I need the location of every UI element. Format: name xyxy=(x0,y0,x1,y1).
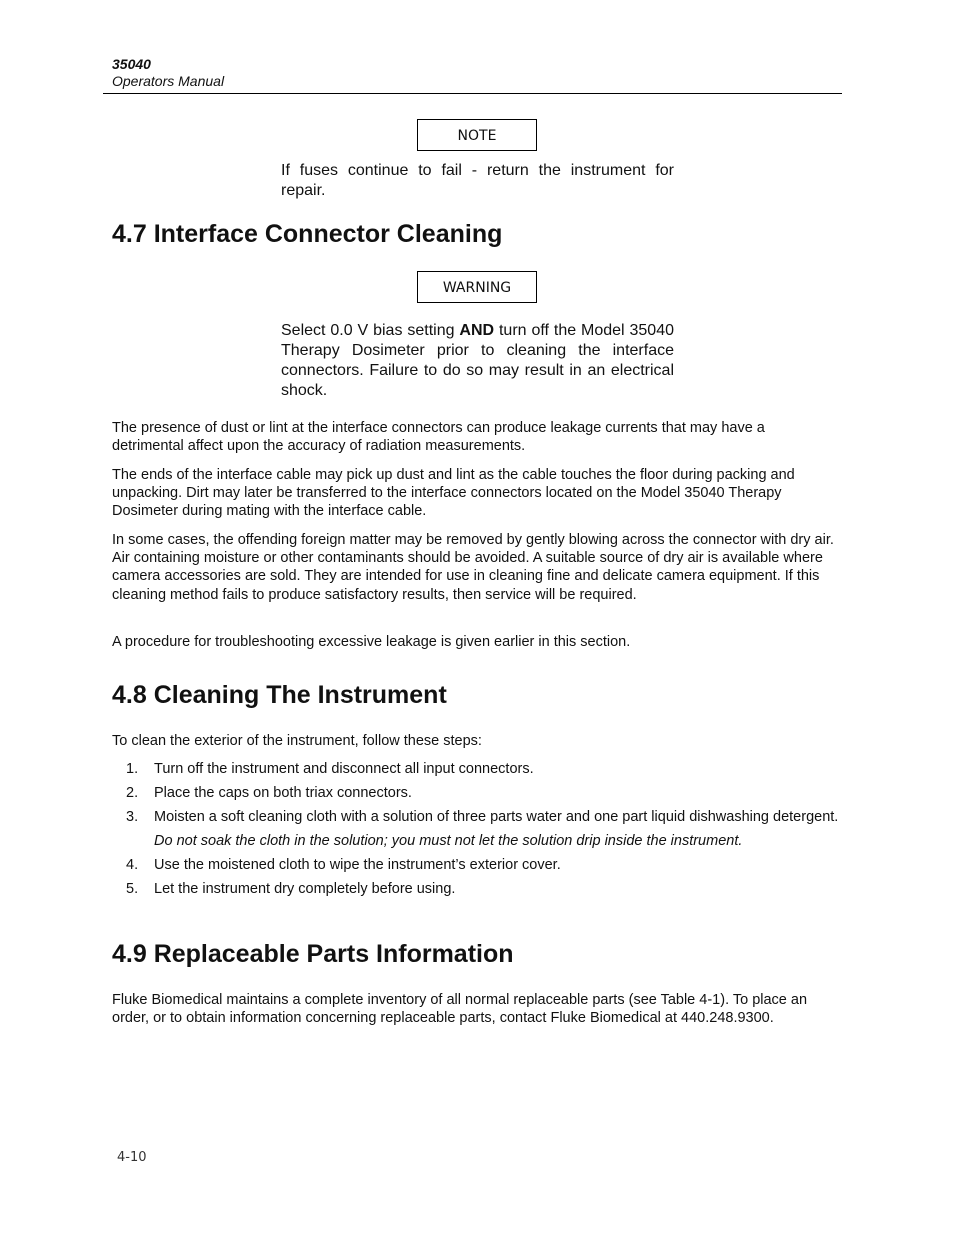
cleaning-steps-list xyxy=(112,760,840,904)
step-text: Use the moistened cloth to wipe the instrument’s exterior cover. xyxy=(154,857,561,873)
running-header xyxy=(112,56,224,90)
cleaning-intro: To clean the exterior of the instrument, follow these steps: xyxy=(112,733,482,749)
list-item xyxy=(112,880,840,898)
page-number: 4-10 xyxy=(117,1150,147,1165)
header-rule xyxy=(103,93,842,94)
step-text: Place the caps on both triax connectors. xyxy=(154,785,412,801)
paragraph-cable-ends: The ends of the interface cable may pick up dust and lint as the cable touches the floor during packing and unpacking. Dirt may later be transferred to the interface connectors located on the Model 35040 Therapy Dosimeter during mating with the interface cable. xyxy=(112,467,795,520)
step-text: Let the instrument dry completely before using. xyxy=(154,881,456,897)
paragraph-troubleshooting: A procedure for troubleshooting excessive leakage is given earlier in this section. xyxy=(112,634,631,650)
heading-4-9: 4.9 Replaceable Parts Information xyxy=(112,940,514,968)
note-text: If fuses continue to fail - return the instrument for repair. xyxy=(281,162,674,199)
replaceable-parts-text: Fluke Biomedical maintains a complete inventory of all normal replaceable parts (see Table 4-1). To place an order, or to obtain information concerning replaceable parts, contact Fluke Biomedical at 440.248.9300. xyxy=(112,992,808,1027)
warning-text xyxy=(281,321,674,401)
note-label-box: NOTE xyxy=(417,119,537,151)
heading-4-8: 4.8 Cleaning The Instrument xyxy=(112,681,447,709)
heading-4-7: 4.7 Interface Connector Cleaning xyxy=(112,220,503,248)
header-model: 35040 xyxy=(112,56,151,72)
warning-label-box: WARNING xyxy=(417,271,537,303)
warning-text-part-2: turn off the Model 35040 Therapy Dosimeter prior to cleaning the interface connectors. Failure to do so may result in an electrical shock. xyxy=(281,322,674,399)
step-3-note: Do not soak the cloth in the solution; you must not let the solution drip inside the instrument. xyxy=(154,833,743,849)
step-number: 2. xyxy=(126,785,139,801)
step-number: 5. xyxy=(126,881,139,897)
step-number: 4. xyxy=(126,857,139,873)
paragraph-dry-air: In some cases, the offending foreign matter may be removed by gently blowing across the connector with dry air. Air containing moisture or other contaminants should be avoided. A suitable source of dry air is available where camera accessories are sold. They are intended for use in cleaning fine and delicate camera equipment. If this cleaning method fails to produce satisfactory results, then service will be required. xyxy=(112,532,834,603)
step-text: Moisten a soft cleaning cloth with a solution of three parts water and one part liquid dishwashing detergent. xyxy=(154,809,839,825)
step-text: Turn off the instrument and disconnect all input connectors. xyxy=(154,761,534,777)
list-item xyxy=(112,808,840,826)
list-item xyxy=(112,856,840,874)
step-number: 3. xyxy=(126,809,139,825)
step-number: 1. xyxy=(126,761,139,777)
paragraph-dust: The presence of dust or lint at the interface connectors can produce leakage currents that may have a detrimental affect upon the accuracy of radiation measurements. xyxy=(112,420,765,455)
warning-text-part-1: Select 0.0 V bias setting xyxy=(281,322,460,339)
list-item xyxy=(112,784,840,802)
warning-emphasis: AND xyxy=(459,322,495,339)
header-title: Operators Manual xyxy=(112,73,225,89)
list-item xyxy=(112,760,840,778)
